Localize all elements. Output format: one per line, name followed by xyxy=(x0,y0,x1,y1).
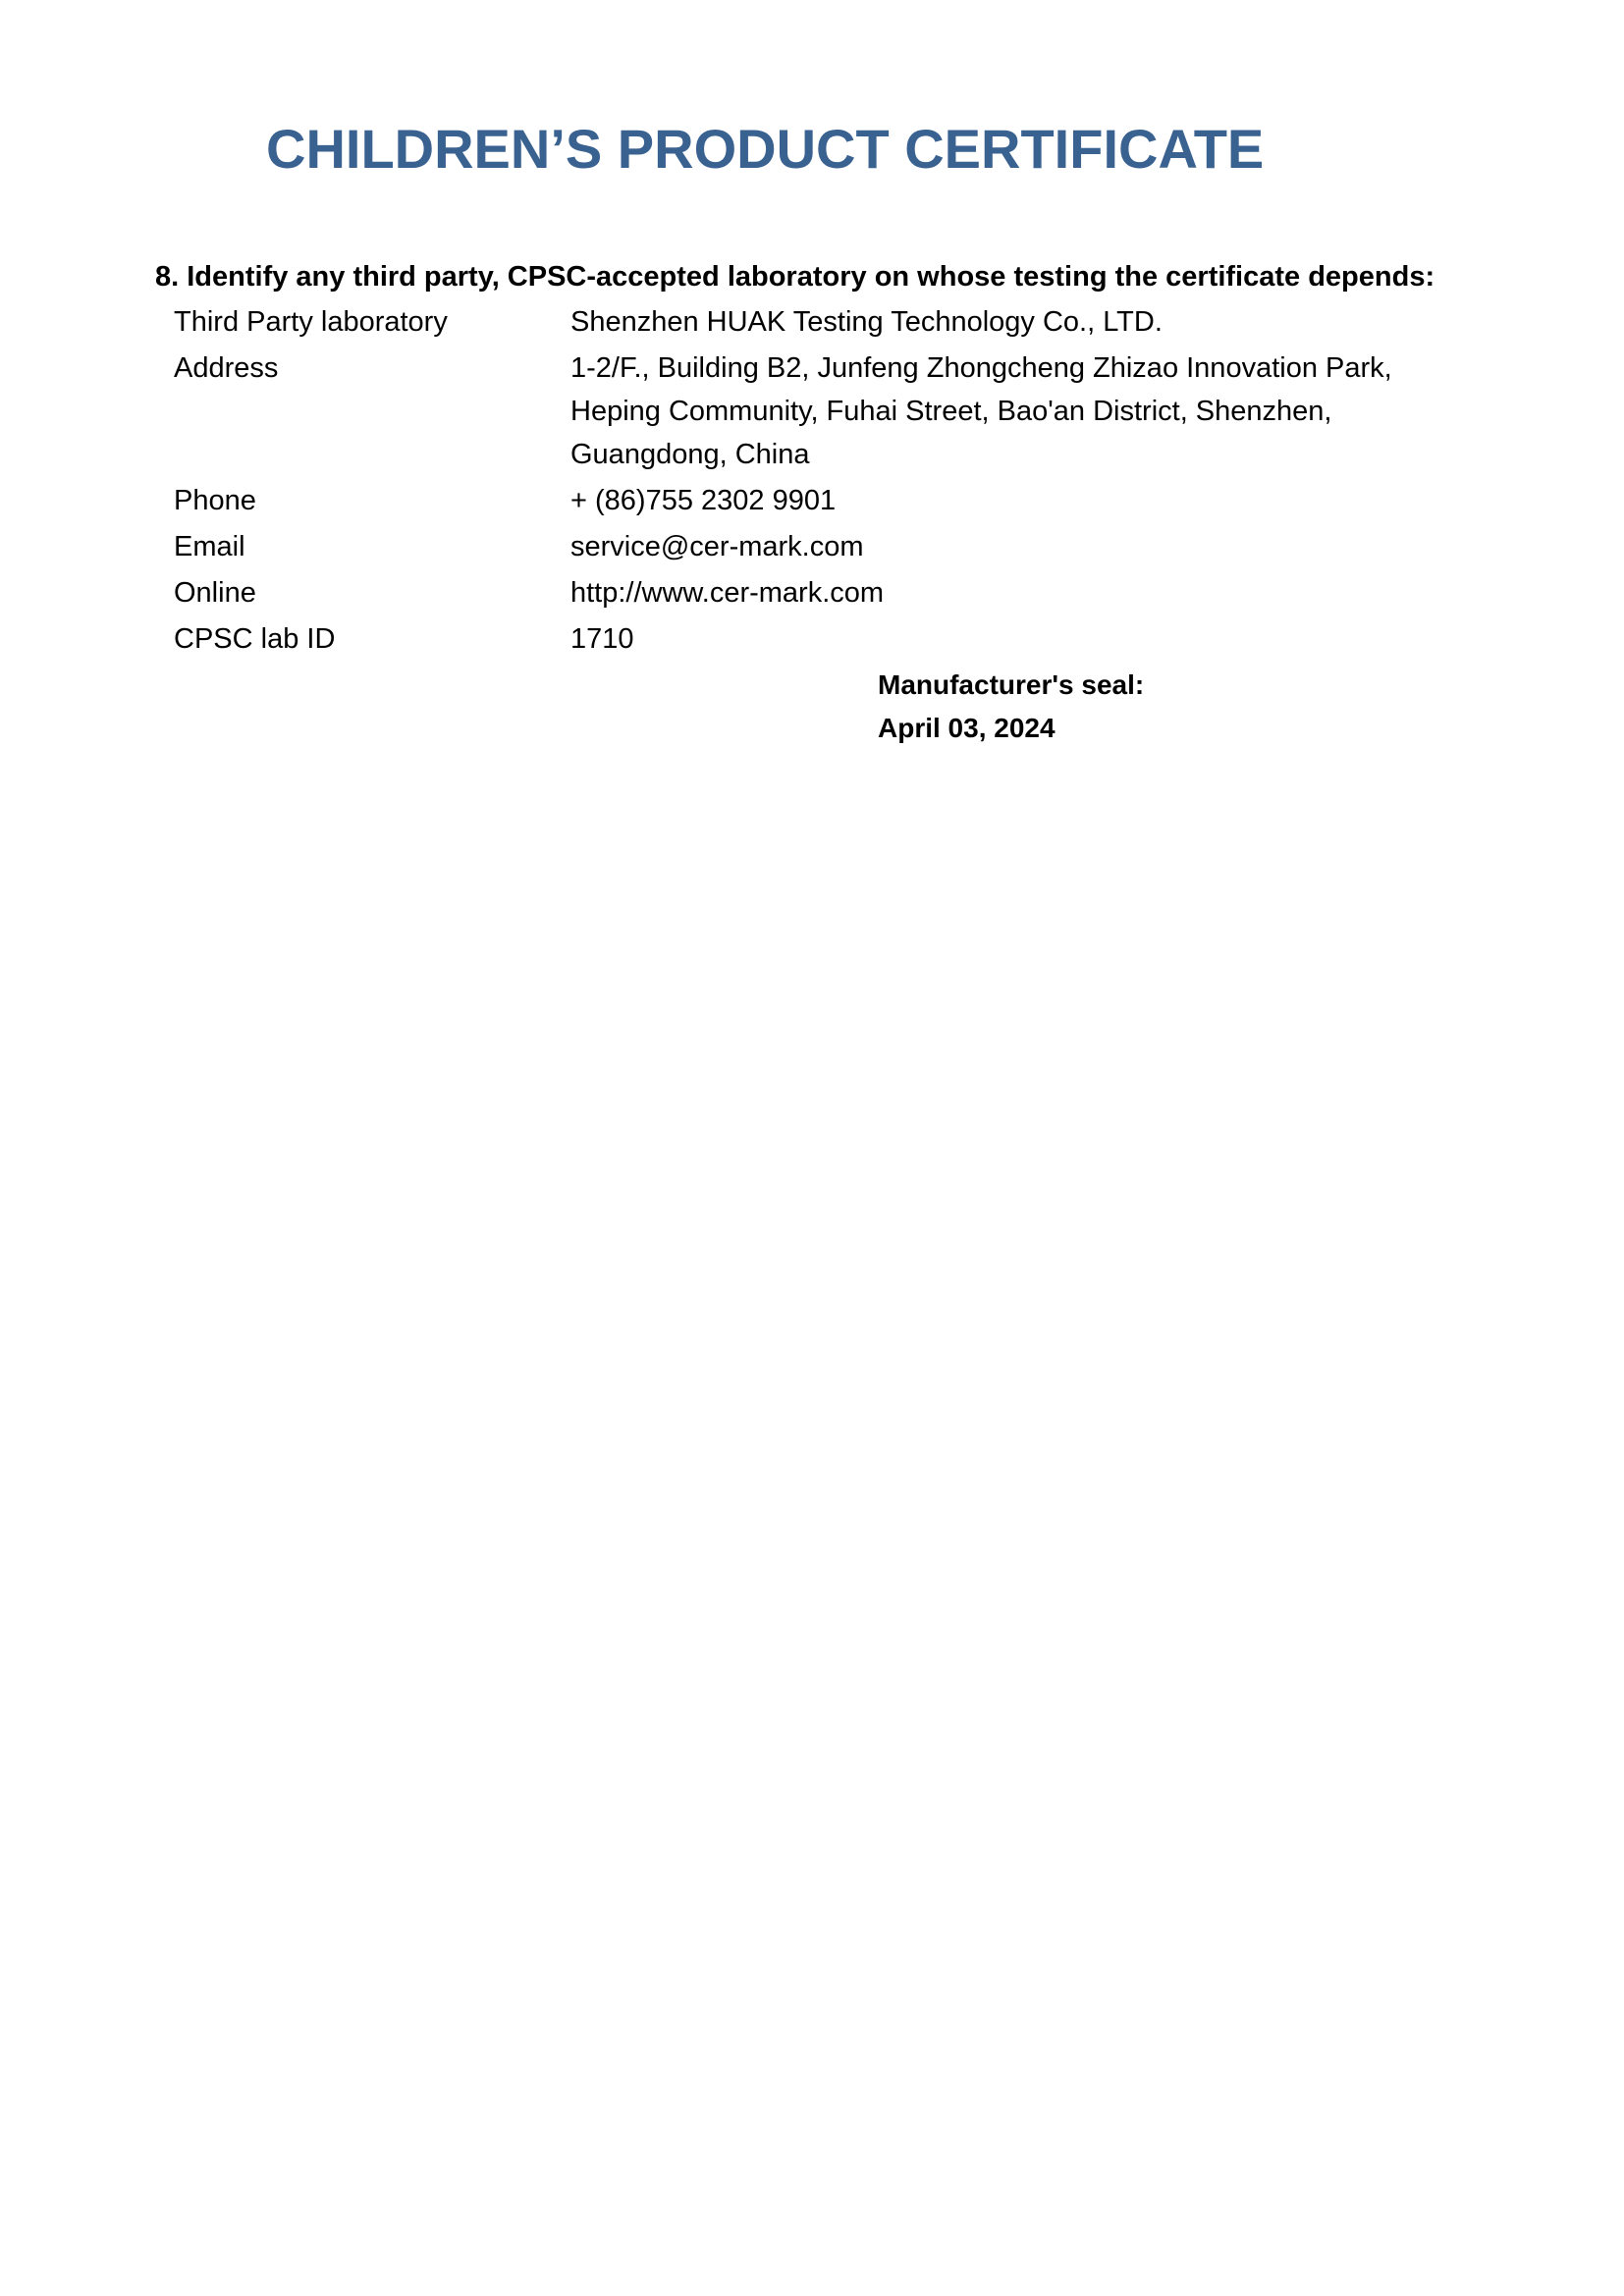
lab-email-label: Email xyxy=(174,531,245,562)
lab-email-value: service@cer-mark.com xyxy=(570,531,864,562)
lab-name-label: Third Party laboratory xyxy=(174,306,448,338)
document-title: CHILDREN’S PRODUCT CERTIFICATE xyxy=(266,118,1265,180)
lab-row-cpsc-id xyxy=(174,617,1450,661)
laboratory-info-table xyxy=(174,300,1450,664)
address-line-3: Guangdong, China xyxy=(570,439,810,470)
section-8-heading: 8. Identify any third party, CPSC-accepted laboratory on whose testing the certificate depends: xyxy=(155,261,1435,293)
lab-cpsc-id-label: CPSC lab ID xyxy=(174,623,336,655)
lab-online-label: Online xyxy=(174,577,256,609)
seal-date: April 03, 2024 xyxy=(878,713,1056,743)
lab-row-email xyxy=(174,525,1450,568)
lab-cpsc-id-value: 1710 xyxy=(570,623,634,655)
manufacturer-seal-label: Manufacturer's seal: xyxy=(878,669,1145,700)
lab-phone-value: + (86)755 2302 9901 xyxy=(570,485,837,516)
lab-phone-label: Phone xyxy=(174,485,256,516)
lab-row-name xyxy=(174,300,1450,344)
manufacturer-seal-block xyxy=(878,664,1144,750)
lab-online-value: http://www.cer-mark.com xyxy=(570,577,885,609)
address-line-2: Heping Community, Fuhai Street, Bao'an District, Shenzhen, xyxy=(570,396,1332,427)
lab-name-value: Shenzhen HUAK Testing Technology Co., LTD. xyxy=(570,306,1163,338)
lab-address-value xyxy=(570,347,1450,476)
lab-row-phone xyxy=(174,479,1450,522)
address-line-1: 1-2/F., Building B2, Junfeng Zhongcheng Zhizao Innovation Park, xyxy=(570,352,1392,384)
lab-row-online xyxy=(174,571,1450,614)
lab-address-label: Address xyxy=(174,352,279,384)
lab-row-address xyxy=(174,347,1450,476)
